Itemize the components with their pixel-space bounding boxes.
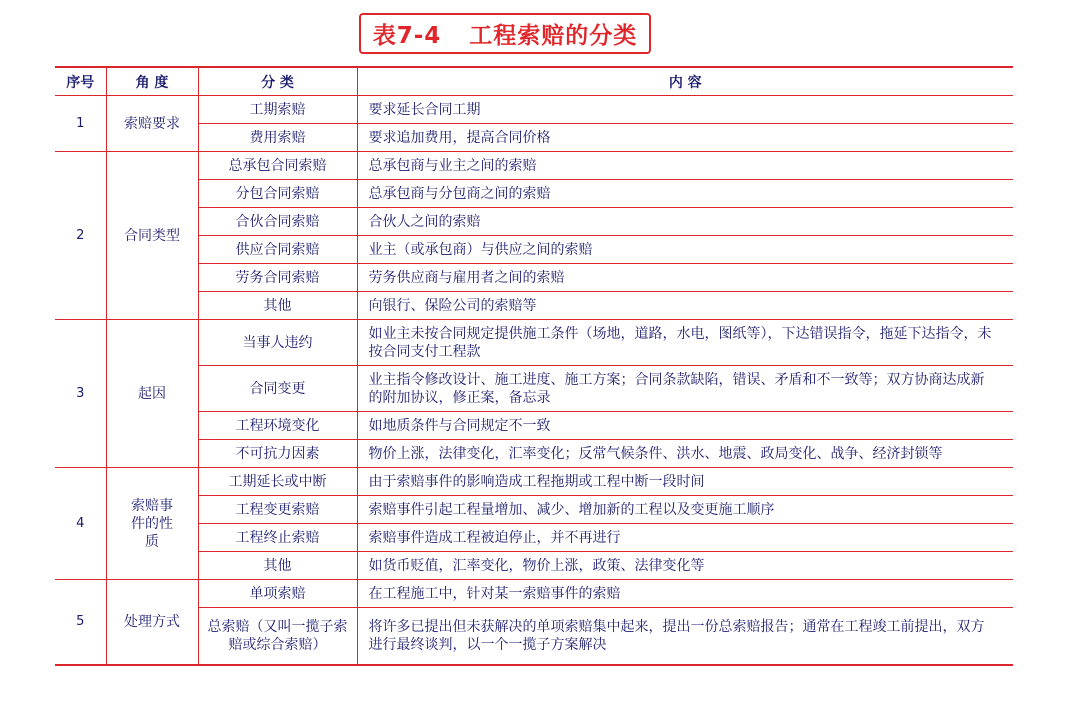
group-angle: 索赔事件的性质 [106,468,198,580]
category-cell: 工程变更索赔 [198,496,357,524]
content-cell: 如货币贬值，汇率变化，物价上涨，政策、法律变化等 [357,552,1013,580]
header-angle: 角 度 [106,67,198,96]
header-content: 内 容 [357,67,1013,96]
content-cell: 向银行、保险公司的索赔等 [357,292,1013,320]
category-cell: 其他 [198,552,357,580]
content-cell: 物价上涨，法律变化，汇率变化；反常气候条件、洪水、地震、政局变化、战争、经济封锁等 [357,440,1013,468]
table-caption: 工程索赔的分类 [469,23,638,49]
category-cell: 工期索赔 [198,96,357,124]
table-row [55,152,1013,180]
category-cell: 单项索赔 [198,580,357,608]
category-cell: 劳务合同索赔 [198,264,357,292]
table-row [55,264,1013,292]
category-cell: 工程环境变化 [198,412,357,440]
table-row [55,366,1013,412]
category-cell: 供应合同索赔 [198,236,357,264]
header-category: 分 类 [198,67,357,96]
table-row [55,124,1013,152]
group-index: 4 [55,468,106,580]
table-row [55,468,1013,496]
content-cell: 索赔事件引起工程量增加、减少、增加新的工程以及变更施工顺序 [357,496,1013,524]
content-cell: 如地质条件与合同规定不一致 [357,412,1013,440]
table-row [55,208,1013,236]
category-cell: 当事人违约 [198,320,357,366]
category-cell: 工期延长或中断 [198,468,357,496]
table-row [55,96,1013,124]
table-row [55,320,1013,366]
table-title [359,13,651,54]
content-cell: 业主（或承包商）与供应之间的索赔 [357,236,1013,264]
category-cell: 费用索赔 [198,124,357,152]
group-angle: 起因 [106,320,198,468]
table-row [55,552,1013,580]
content-cell: 总承包商与分包商之间的索赔 [357,180,1013,208]
group-index: 5 [55,580,106,666]
group-angle: 处理方式 [106,580,198,666]
content-cell: 如业主未按合同规定提供施工条件（场地，道路，水电，图纸等），下达错误指令，拖延下达指令，未按合同支付工程款 [357,320,1013,366]
table-row [55,180,1013,208]
category-cell: 合同变更 [198,366,357,412]
group-index: 2 [55,152,106,320]
content-cell: 将许多已提出但未获解决的单项索赔集中起来，提出一份总索赔报告；通常在工程竣工前提出，双方进行最终谈判，以一个一揽子方案解决 [357,608,1013,666]
group-angle: 索赔要求 [106,96,198,152]
table-row [55,440,1013,468]
content-cell: 劳务供应商与雇用者之间的索赔 [357,264,1013,292]
header-row [55,67,1013,96]
content-cell: 业主指令修改设计、施工进度、施工方案；合同条款缺陷，错误、矛盾和不一致等；双方协商达成新的附加协议，修正案，备忘录 [357,366,1013,412]
claims-classification-table [55,66,1013,666]
content-cell: 由于索赔事件的影响造成工程拖期或工程中断一段时间 [357,468,1013,496]
table-row [55,580,1013,608]
category-cell: 合伙合同索赔 [198,208,357,236]
content-cell: 要求追加费用，提高合同价格 [357,124,1013,152]
category-cell: 总索赔（又叫一揽子索赔或综合索赔） [198,608,357,666]
content-cell: 索赔事件造成工程被迫停止，并不再进行 [357,524,1013,552]
table-row [55,496,1013,524]
table-row [55,608,1013,666]
content-cell: 合伙人之间的索赔 [357,208,1013,236]
category-cell: 其他 [198,292,357,320]
group-angle: 合同类型 [106,152,198,320]
table-row [55,292,1013,320]
category-cell: 总承包合同索赔 [198,152,357,180]
group-index: 3 [55,320,106,468]
content-cell: 要求延长合同工期 [357,96,1013,124]
category-cell: 工程终止索赔 [198,524,357,552]
table-number: 表7-4 [372,23,442,49]
content-cell: 总承包商与业主之间的索赔 [357,152,1013,180]
category-cell: 分包合同索赔 [198,180,357,208]
table-row [55,524,1013,552]
category-cell: 不可抗力因素 [198,440,357,468]
group-index: 1 [55,96,106,152]
content-cell: 在工程施工中，针对某一索赔事件的索赔 [357,580,1013,608]
header-index: 序号 [55,67,106,96]
table-row [55,412,1013,440]
table-row [55,236,1013,264]
